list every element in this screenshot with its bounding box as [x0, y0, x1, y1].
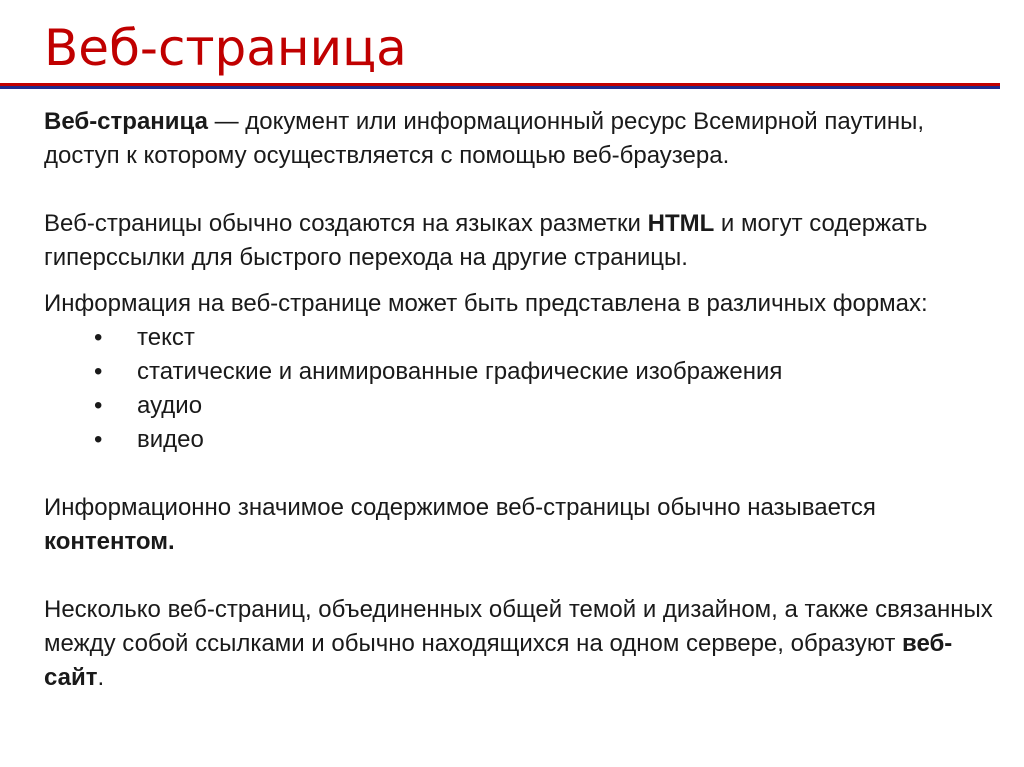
markup-paragraph — [44, 207, 994, 275]
slide-title: Веб-страница — [44, 19, 407, 77]
website-term: веб-сайт — [44, 630, 953, 691]
forms-intro: Информация на веб-странице может быть представлена в различных формах: — [44, 290, 928, 317]
markup-text-before: Веб-страницы обычно создаются на языках разметки — [44, 210, 648, 237]
forms-list — [44, 321, 994, 457]
definition-text: — документ или информационный ресурс Всемирной паутины, доступ к которому осуществляется с помощью веб-браузера. — [44, 108, 925, 169]
definition-term: Веб-страница — [44, 108, 208, 135]
title-underline-blue — [0, 86, 1000, 89]
content-text-before: Информационно значимое содержимое веб-страницы обычно называется — [44, 494, 876, 521]
forms-list-item: • статические и анимированные графические изображения — [94, 355, 994, 389]
definition-paragraph — [44, 105, 994, 173]
slide-body — [44, 105, 994, 695]
content-paragraph — [44, 491, 994, 559]
forms-list-item: • аудио — [94, 389, 994, 423]
markup-text-after: и могут содержать гиперссылки для быстрого перехода на другие страницы. — [44, 210, 928, 271]
content-term: контентом. — [44, 528, 175, 555]
markup-language: HTML — [647, 210, 715, 237]
website-text-before: Несколько веб-страниц, объединенных общей темой и дизайном, а также связанных между собой ссылками и обычно находящихся на одном сервере, образуют — [44, 596, 993, 657]
website-paragraph — [44, 593, 994, 695]
forms-list-item: • видео — [94, 423, 994, 457]
forms-list-item: • текст — [94, 321, 994, 355]
website-text-after: . — [97, 664, 105, 691]
